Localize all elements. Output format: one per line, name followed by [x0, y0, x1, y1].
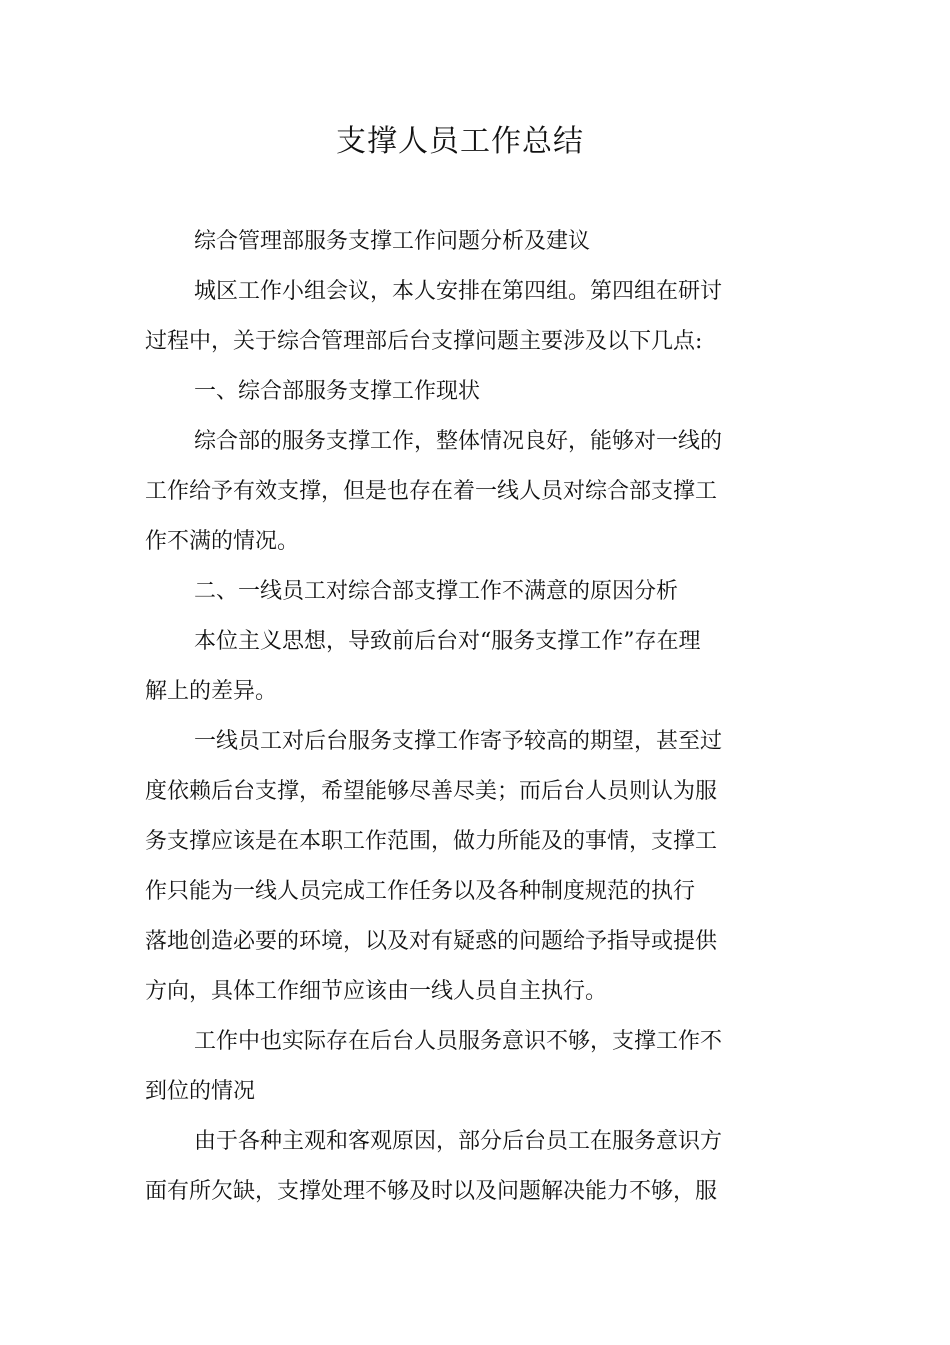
paragraph-line: 方向，具体工作细节应该由一线人员自主执行。 [145, 979, 608, 1004]
section-heading-analysis: 综合管理部服务支撑工作问题分析及建议 [194, 229, 591, 254]
document-title: 支撑人员工作总结 [336, 124, 584, 159]
paragraph-line: 一线员工对后台服务支撑工作寄予较高的期望，甚至过 [194, 729, 723, 754]
paragraph-line: 过程中，关于综合管理部后台支撑问题主要涉及以下几点: [145, 329, 703, 354]
paragraph-line: 城区工作小组会议，本人安排在第四组。第四组在研讨 [194, 279, 723, 304]
paragraph-line: 落地创造必要的环境，以及对有疑惑的问题给予指导或提供 [145, 929, 718, 954]
paragraph-line: 本位主义思想，导致前后台对“服务支撑工作”存在理 [194, 629, 701, 654]
paragraph-line: 作只能为一线人员完成工作任务以及各种制度规范的执行 [145, 879, 696, 904]
section-heading-status: 一、综合部服务支撑工作现状 [194, 379, 481, 404]
section-heading-reasons: 二、一线员工对综合部支撑工作不满意的原因分析 [194, 579, 679, 604]
paragraph-line: 到位的情况 [145, 1079, 256, 1104]
paragraph-line: 由于各种主观和客观原因，部分后台员工在服务意识方 [194, 1129, 723, 1154]
paragraph-line: 工作中也实际存在后台人员服务意识不够，支撑工作不 [194, 1029, 723, 1054]
paragraph-line: 综合部的服务支撑工作，整体情况良好，能够对一线的 [194, 429, 723, 454]
paragraph-line: 作不满的情况。 [145, 529, 300, 554]
paragraph-line: 面有所欠缺，支撑处理不够及时以及问题解决能力不够，服 [145, 1179, 718, 1204]
paragraph-line: 度依赖后台支撑，希望能够尽善尽美；而后台人员则认为服 [145, 779, 718, 804]
paragraph-line: 工作给予有效支撑，但是也存在着一线人员对综合部支撑工 [145, 479, 718, 504]
paragraph-line: 解上的差异。 [145, 679, 278, 704]
paragraph-line: 务支撑应该是在本职工作范围，做力所能及的事情，支撑工 [145, 829, 718, 854]
